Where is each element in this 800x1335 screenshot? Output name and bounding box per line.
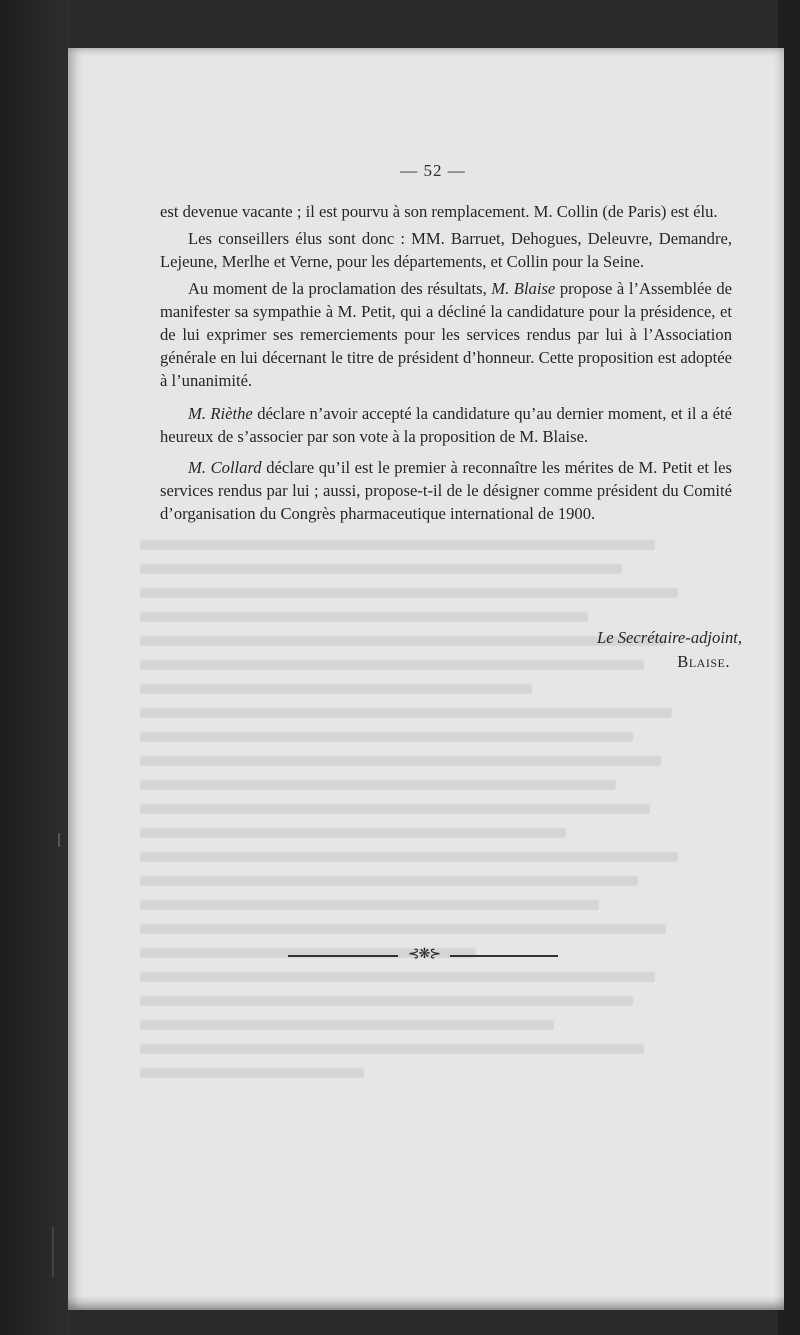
signature-block [0,626,742,674]
divider-rule-right [450,955,558,957]
paragraph-body: déclare n’avoir accepté la candidature qu’au dernier moment, et il a été heureux de s’associer par son vote à la proposition de M. Blaise. [160,404,732,446]
paragraph [160,402,732,448]
margin-mark [58,833,60,847]
page-shadow [68,1296,784,1310]
paragraph: Les conseillers élus sont donc : MM. Barruet, Dehogues, Deleuvre, Demandre, Lejeune, Merlhe et Verne, pour les départements, et Collin pour la Seine. [160,229,732,271]
paragraph: est devenue vacante ; il est pourvu à son remplacement. M. Collin (de Paris) est élu. [160,202,718,221]
paragraph-lead: Au moment de la proclamation des résultats, [188,279,487,298]
signature-title: Le Secrétaire-adjoint, [596,628,742,647]
paragraph [160,277,732,392]
ornament-divider [288,948,558,964]
speaker-name: M. Blaise [491,279,556,298]
speaker-name: M. Collard [188,458,262,477]
ornament-icon: ⊰❋⊱ [407,947,441,962]
divider-rule-left [288,955,398,957]
speaker-name: M. Rièthe [188,404,253,423]
body-text [160,200,732,529]
paragraph-body: propose à l’Assemblée de manifester sa sympathie à M. Petit, qui a décliné la candidature pour la présidence, et de lui exprimer ses remerciements pour les services rendus par lui à l’Association générale en lui décernant le titre de président d’honneur. Cette proposition est adoptée à l’unanimité. [160,279,732,390]
paragraph [160,456,732,525]
page-number: — 52 — [400,161,466,180]
signature-name: Blaise. [677,652,730,671]
margin-mark [52,1227,54,1277]
paragraph-body: déclare qu’il est le premier à reconnaître les mérites de M. Petit et les services rendus par lui ; aussi, propose-t-il de le désigner comme président du Comité d’organisation du Congrès pharmaceutique international de 1900. [160,458,732,523]
